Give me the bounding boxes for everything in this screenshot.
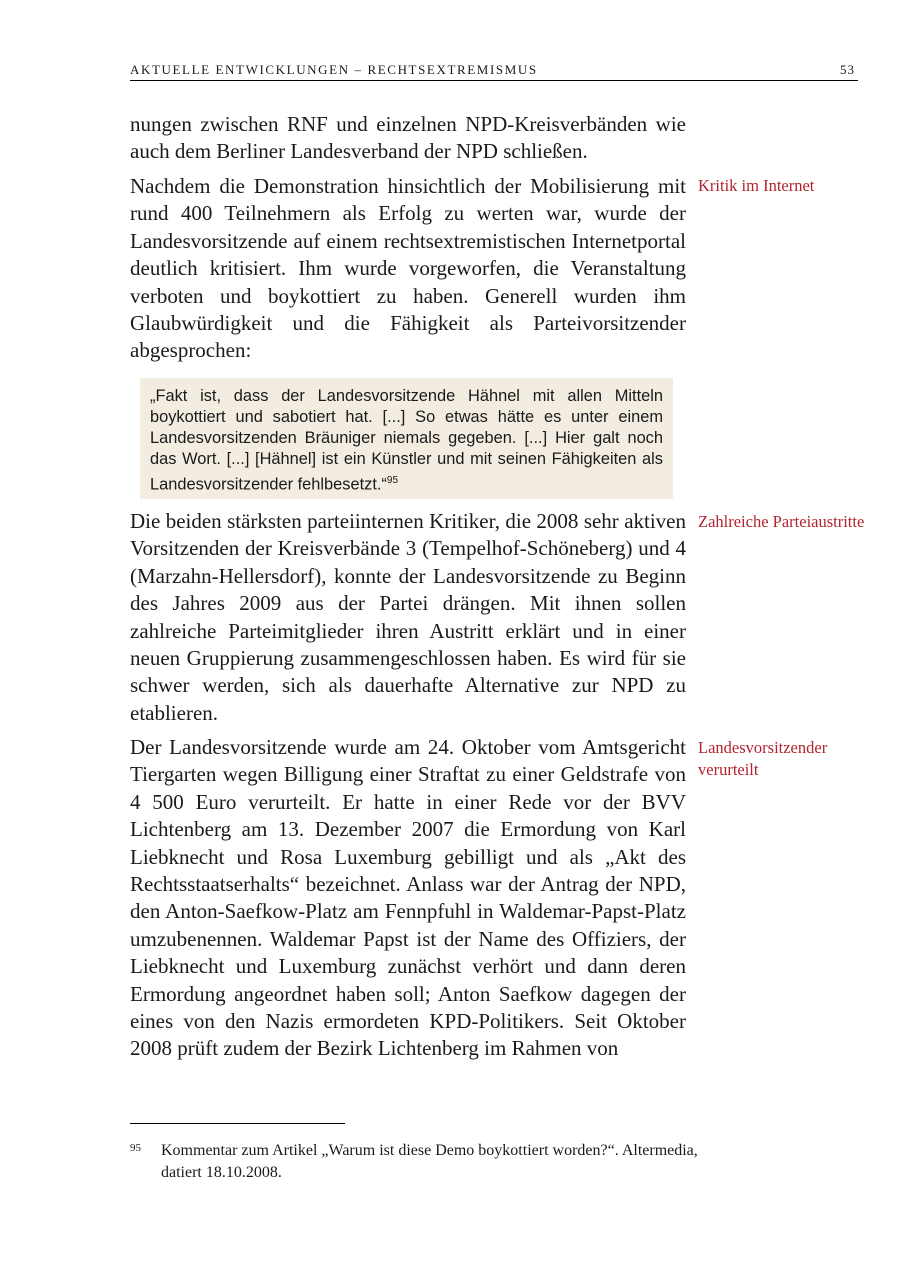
paragraph-continuation	[130, 111, 686, 166]
margin-note-kritik: Kritik im Internet	[698, 176, 815, 195]
paragraph-verdict	[130, 734, 686, 1063]
margin-note-verurteilt: Landesvorsitzender verurteilt	[698, 738, 828, 779]
running-header	[130, 62, 855, 78]
footnote-rule	[130, 1123, 345, 1124]
footnote-text: Kommentar zum Artikel „Warum ist diese Demo boykottiert worden?“. Altermedia, datiert 18.10.2008.	[161, 1142, 698, 1181]
paragraph-2-text: Nachdem die Demonstration hinsichtlich der Mobilisierung mit rund 400 Teilnehmern als Erfolg zu werten war, wurde der Landesvorsitzende auf einem rechtsextremistischen Internetportal deutlich kritisiert. Ihm wurde vorgeworfen, die Veranstaltung verboten und boykottiert zu haben. Generell wurden ihm Glaubwürdigkeit und die Fähigkeit als Parteivorsitzender abgesprochen:	[130, 174, 686, 363]
paragraph-3-text: Die beiden stärksten parteiinternen Kritiker, die 2008 sehr aktiven Vorsitzenden der Kreisverbände 3 (Tempelhof-Schöneberg) und 4 (Marzahn-Hellersdorf), konnte der Landesvorsitzende zu Beginn des Jahres 2009 aus der Partei drängen. Mit ihnen sollen zahlreiche Parteimitglieder ihren Austritt erklärt und in einer neuen Gruppierung zusammengeschlossen haben. Es wird für sie schwer werden, sich als dauerhafte Alternative zur NPD zu etablieren.	[130, 509, 686, 725]
footnote-number: 95	[130, 1142, 141, 1154]
running-title: AKTUELLE ENTWICKLUNGEN – RECHTSEXTREMISMUS	[130, 62, 538, 77]
header-rule	[130, 80, 858, 81]
quote-footnote-ref[interactable]: 95	[386, 475, 399, 486]
margin-note-austritte: Zahlreiche Parteiaustritte	[698, 512, 865, 531]
page-number: 53	[840, 62, 855, 77]
quote-text: „Fakt ist, dass der Landesvorsitzende Hähnel mit allen Mitteln boykottiert und sabotiert hat. [...] So etwas hätte es unter einem Landesvorsitzenden Bräuniger niemals gegeben. [...] Hier galt noch das Wort. [...] [Hähnel] ist ein Künstler und mit seinen Fähigkeiten als Landesvorsitzender fehlbesetzt.“	[150, 387, 663, 494]
paragraph-critics	[130, 508, 686, 727]
paragraph-4-text: Der Landesvorsitzende wurde am 24. Oktober vom Amtsgericht Tiergarten wegen Billigung einer Straftat zu einer Geldstrafe von 4 500 Euro verurteilt. Er hatte in einer Rede vor der BVV Lichtenberg am 13. Dezember 2007 die Ermordung von Karl Liebknecht und Rosa Luxemburg gebilligt und als „Akt des Rechtsstaatserhalts“ bezeichnet. Anlass war der Antrag der NPD, den Anton-Saefkow-Platz am Fennpfuhl in Waldemar-Papst-Platz umzubenennen. Waldemar Papst ist der Name des Offiziers, der Liebknecht und Luxemburg zunächst verhört und dann deren Ermordung angeordnet haben soll; Anton Saefkow dagegen der eines von den Nazis ermordeten KPD-Politikers. Seit Oktober 2008 prüft zudem der Bezirk Lichtenberg im Rahmen von	[130, 735, 686, 1061]
paragraph-1-text: nungen zwischen RNF und einzelnen NPD-Kreisverbänden wie auch dem Berliner Landesverband der NPD schließen.	[130, 112, 686, 164]
quote-block	[140, 378, 673, 499]
paragraph-criticism	[130, 173, 686, 365]
